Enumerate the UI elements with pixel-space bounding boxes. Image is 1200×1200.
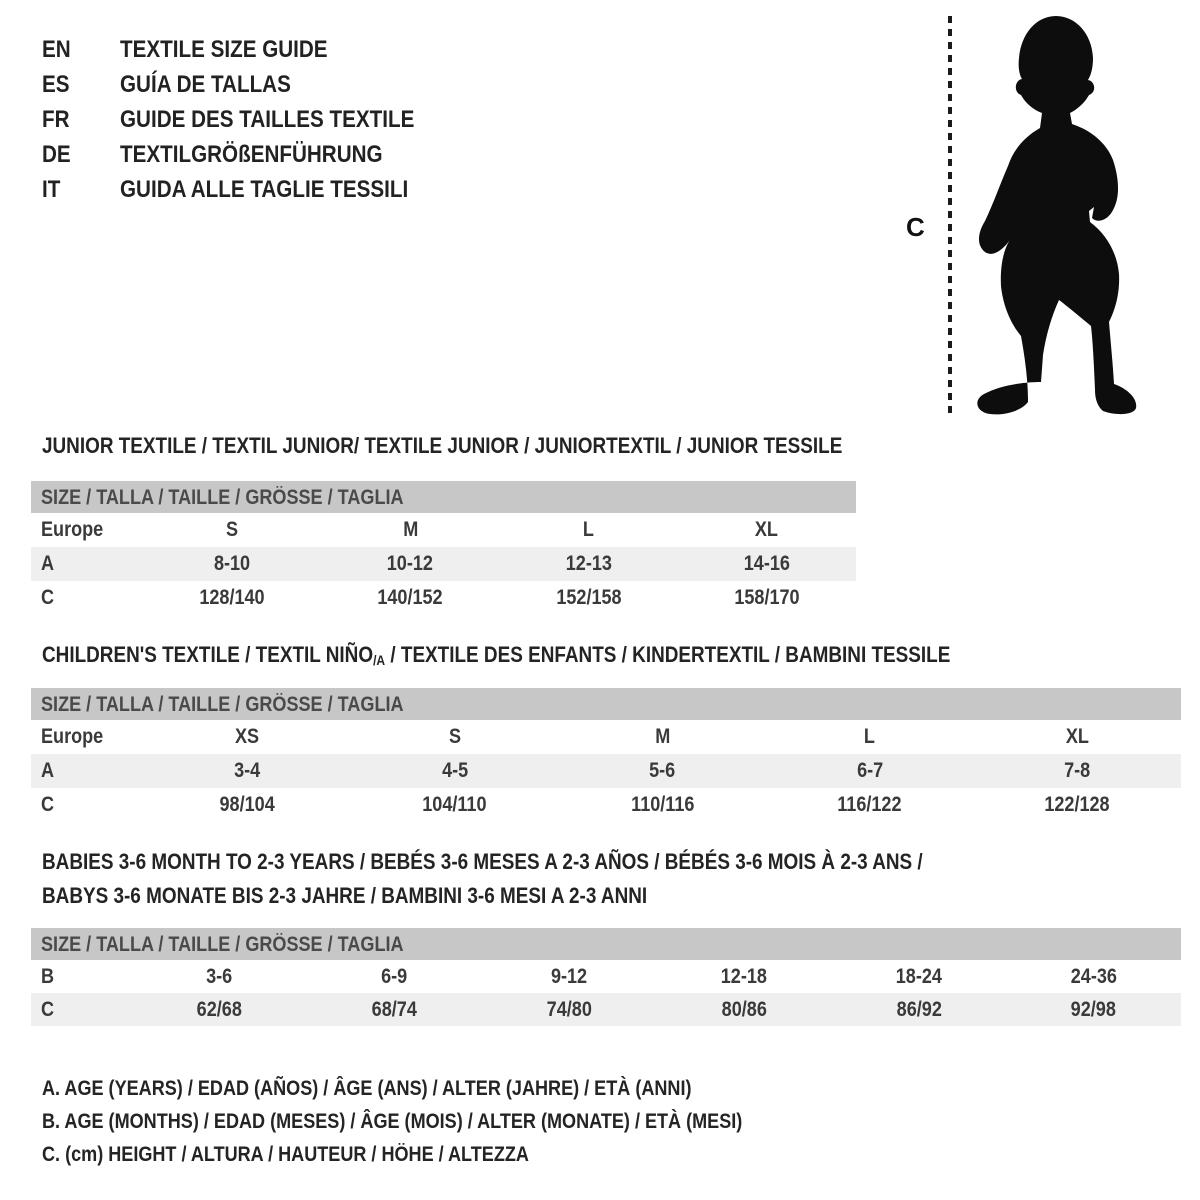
baby-silhouette — [968, 0, 1148, 420]
size-cell: 104/110 — [422, 793, 487, 816]
size-cell: 6-9 — [381, 965, 408, 988]
size-cell: 128/140 — [199, 586, 265, 609]
size-cell: S — [225, 518, 239, 541]
language-label: TEXTILE SIZE GUIDE — [120, 36, 328, 63]
size-cell: 86/92 — [896, 998, 942, 1021]
size-cell: 116/122 — [837, 793, 902, 816]
size-cell: 8-10 — [213, 552, 251, 575]
language-code: EN — [42, 36, 71, 63]
size-cell: 18-24 — [895, 965, 942, 988]
row-label: C — [41, 586, 55, 609]
language-code: DE — [42, 141, 71, 168]
language-title-list — [42, 32, 462, 207]
babies-size-table — [31, 928, 1181, 1026]
size-cell: 24-36 — [1070, 965, 1117, 988]
size-cell: 158/170 — [734, 586, 800, 609]
nino-a-subscript: /A — [373, 652, 386, 668]
language-label: TEXTILGRÖßENFÜHRUNG — [120, 141, 383, 168]
row-label: B — [41, 965, 55, 988]
size-header-bar: SIZE / TALLA / TAILLE / GRÖSSE / TAGLIA — [31, 688, 1181, 720]
size-cell: XS — [235, 725, 260, 748]
children-size-table — [31, 688, 1181, 822]
size-cell: L — [864, 725, 876, 748]
size-cell: 12-13 — [565, 552, 612, 575]
table-row — [31, 581, 856, 615]
size-cell: 9-12 — [551, 965, 588, 988]
language-code: ES — [42, 71, 70, 98]
size-cell: 6-7 — [856, 759, 883, 782]
size-cell: M — [402, 518, 418, 541]
legend-line-age-years: A. AGE (YEARS) / EDAD (AÑOS) / ÂGE (ANS) / ALTER (JAHRE) / ETÀ (ANNI) — [42, 1077, 692, 1100]
size-cell: M — [654, 725, 670, 748]
size-cell: 140/152 — [377, 586, 443, 609]
children-section-title: CHILDREN'S TEXTILE / TEXTIL NIÑO/A / TEXTILE DES ENFANTS / KINDERTEXTIL / BAMBINI TESSILE — [42, 642, 951, 668]
language-row — [42, 137, 462, 172]
size-cell: 4-5 — [441, 759, 468, 782]
size-cell: 10-12 — [387, 552, 434, 575]
language-row — [42, 172, 462, 207]
size-cell: 12-18 — [720, 965, 768, 988]
size-cell: S — [448, 725, 461, 748]
measure-legend — [42, 1072, 856, 1171]
size-cell: 3-4 — [234, 759, 261, 782]
height-measure-dashed-line — [948, 16, 952, 414]
language-row — [42, 32, 462, 67]
language-label: GUIDA ALLE TAGLIE TESSILI — [120, 176, 409, 203]
row-label: C — [41, 998, 55, 1021]
junior-section-title: JUNIOR TEXTILE / TEXTIL JUNIOR/ TEXTILE JUNIOR / JUNIORTEXTIL / JUNIOR TESSILE — [42, 433, 843, 458]
table-row — [31, 788, 1181, 822]
language-label: GUIDE DES TAILLES TEXTILE — [120, 106, 415, 133]
language-row — [42, 67, 462, 102]
row-label: A — [41, 552, 55, 575]
row-label: C — [41, 793, 55, 816]
size-cell: XL — [755, 518, 779, 541]
table-row — [31, 513, 856, 547]
size-cell: 7-8 — [1064, 759, 1091, 782]
table-row — [31, 720, 1181, 754]
size-cell: 14-16 — [743, 552, 790, 575]
size-cell: 152/158 — [555, 586, 622, 609]
size-cell: 3-6 — [206, 965, 233, 988]
language-row — [42, 102, 462, 137]
row-label: A — [41, 759, 55, 782]
table-row — [31, 754, 1181, 788]
size-header-bar: SIZE / TALLA / TAILLE / GRÖSSE / TAGLIA — [31, 928, 1181, 960]
row-label: Europe — [41, 725, 104, 748]
size-cell: 62/68 — [196, 998, 243, 1021]
babies-section-title: BABIES 3-6 MONTH TO 2-3 YEARS / BEBÉS 3-6 MESES A 2-3 AÑOS / BÉBÉS 3-6 MOIS À 2-3 ANS / BABYS 3-6 MONATE BIS 2-3 JAHRE / BAMBINI 3-6 MESI A 2-3 ANNI — [42, 849, 923, 908]
size-cell: XL — [1065, 725, 1089, 748]
language-code: IT — [42, 176, 61, 203]
height-measure-label: C — [906, 212, 925, 242]
junior-size-table — [31, 481, 856, 615]
size-cell: L — [583, 518, 595, 541]
size-cell: 110/116 — [630, 793, 694, 816]
legend-line-height-cm: C. (cm) HEIGHT / ALTURA / HAUTEUR / HÖHE / ALTEZZA — [42, 1143, 529, 1166]
table-row — [31, 547, 856, 581]
legend-line-age-months: B. AGE (MONTHS) / EDAD (MESES) / ÂGE (MOIS) / ALTER (MONATE) / ETÀ (MESI) — [42, 1110, 743, 1133]
table-row — [31, 960, 1181, 993]
size-cell: 122/128 — [1044, 793, 1110, 816]
language-label: GUÍA DE TALLAS — [120, 71, 291, 98]
row-label: Europe — [41, 518, 104, 541]
size-cell: 92/98 — [1070, 998, 1117, 1021]
language-code: FR — [42, 106, 70, 133]
size-cell: 68/74 — [371, 998, 417, 1021]
size-header-bar: SIZE / TALLA / TAILLE / GRÖSSE / TAGLIA — [31, 481, 856, 513]
size-cell: 98/104 — [219, 793, 275, 816]
table-row — [31, 993, 1181, 1026]
size-cell: 74/80 — [546, 998, 592, 1021]
size-cell: 80/86 — [721, 998, 767, 1021]
size-cell: 5-6 — [649, 759, 676, 782]
